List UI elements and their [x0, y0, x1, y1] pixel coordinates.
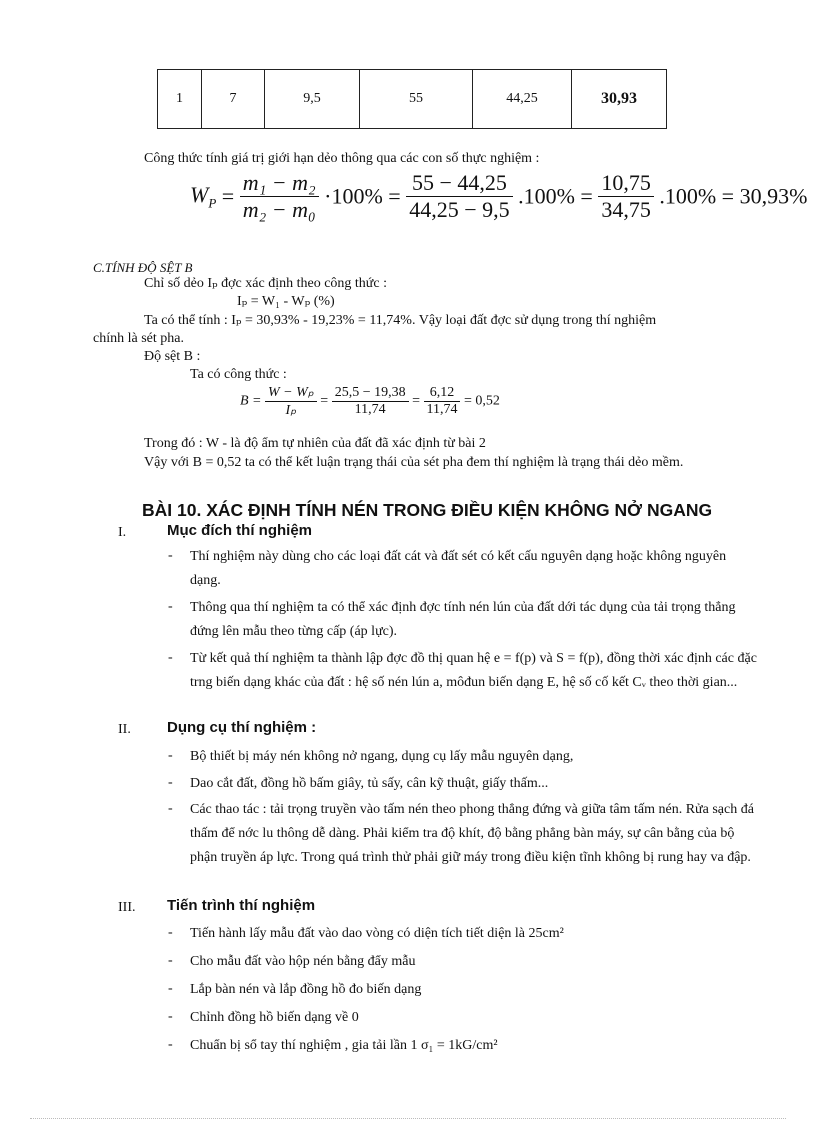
- plastic-limit-formula: $W_P$ = $\frac{\text{m₁ − m₂}}{\text{m₂ − m₀}}$ ·100% = $\frac{55 - 44,25}{44,25 - 9,5}$ .100% = $\frac{10,75}{34,75}$ .100% = 30,93%: [190, 170, 808, 222]
- list-item: Bộ thiết bị máy nén không nở ngang, dụng cụ lấy mẫu nguyên dạng,: [190, 749, 574, 764]
- dash-bullet: -: [168, 981, 173, 996]
- list-item: Từ kết quả thí nghiệm ta thành lập đợc đồ thị quan hệ e = f(p) và S = f(p), đồng thời xác định các đặc trng biến dạng khác của đất : hệ số nén lún a, môđun biến dạng E, hệ số cố kết Cᵥ theo thời gian...: [190, 651, 757, 690]
- section-title: Tiến trình thí nghiệm: [167, 897, 316, 914]
- list-item: Các thao tác : tải trọng truyền vào tấm nén theo phong thẳng đứng và giữa tâm tấm nén. Rửa sạch đá thấm để nớc lu thông dễ dàng. Phải kiểm tra độ khít, độ bằng phẳng bàn máy, sự cân bằng của bộ phận truyền áp lực. Trong quá trình thử phải giữ máy trong điều kiện tĩnh không bị rung hay va đập.: [190, 802, 754, 865]
- formula-intro: Công thức tính giá trị giới hạn dẻo thông qua các con số thực nghiệm :: [144, 151, 540, 166]
- result-table: [157, 69, 667, 129]
- dash-bullet: -: [168, 650, 173, 665]
- fraction: $\frac{6,12}{11,74}$: [424, 385, 461, 418]
- paragraph: Ta có công thức :: [190, 367, 287, 382]
- dash-bullet: -: [168, 925, 173, 940]
- table-cell: 1: [158, 70, 202, 129]
- list-item: Thí nghiệm này dùng cho các loại đất cát và đất sét có kết cấu nguyên dạng hoặc không nguyên dạng.: [190, 549, 727, 588]
- dash-bullet: -: [168, 748, 173, 763]
- list-item: Cho mẫu đất vào hộp nén bằng đẩy mẫu: [190, 954, 416, 969]
- section-number: II.: [118, 722, 131, 737]
- dash-bullet: -: [168, 953, 173, 968]
- fraction: $\frac{\text{m₁ − m₂}}{\text{m₂ − m₀}}$: [240, 170, 319, 223]
- table-cell: 44,25: [473, 70, 572, 129]
- list-item: Chuẩn bị sổ tay thí nghiệm , gia tải lần 1 σ₁ = 1kG/cm²: [190, 1038, 498, 1053]
- paragraph: Ta có thể tính : Iₚ = 30,93% - 19,23% = 11,74%. Vậy loại đất đợc sử dụng trong thí nghiệm: [144, 313, 657, 328]
- section-c-title: C.TÍNH ĐỘ SỆT B: [93, 260, 193, 275]
- paragraph: Trong đó : W - là độ ẩm tự nhiên của đất đã xác định từ bài 2: [144, 436, 486, 451]
- dash-bullet: -: [168, 775, 173, 790]
- fraction: $\frac{55 - 44,25}{44,25 - 9,5}$: [406, 170, 512, 223]
- paragraph: Độ sệt B :: [144, 349, 201, 364]
- footer-divider: [30, 1118, 786, 1119]
- formula-lhs: $W_P$: [190, 181, 217, 211]
- dash-bullet: -: [168, 1009, 173, 1024]
- section-number: I.: [118, 525, 127, 540]
- consistency-formula: B = $\frac{\text{W − Wₚ}}{\text{Iₚ}}$ = $\frac{25,5 - 19,38}{11,74}$ = $\frac{6,12}{11,74}$ = 0,52: [240, 385, 500, 418]
- dash-bullet: -: [168, 548, 173, 563]
- fraction: $\frac{\text{W − Wₚ}}{\text{Iₚ}}$: [265, 384, 317, 419]
- fraction: $\frac{10,75}{34,75}$: [598, 170, 654, 223]
- list-item: Thông qua thí nghiệm ta có thể xác định đợc tính nén lún của đất dới tác dụng của tải trọng thẳng đứng lên mẫu theo từng cấp (áp lực).: [190, 600, 736, 639]
- table-cell: 55: [360, 70, 473, 129]
- table-cell: 7: [202, 70, 265, 129]
- list-item: Tiến hành lấy mẫu đất vào dao vòng có diện tích tiết diện là 25cm²: [190, 926, 564, 941]
- table-cell-result: 30,93: [572, 70, 667, 129]
- list-item: Dao cắt đất, đồng hồ bấm giây, tủ sấy, cân kỹ thuật, giấy thấm...: [190, 776, 549, 791]
- paragraph: Chỉ số dẻo Iₚ đợc xác định theo công thức :: [144, 276, 387, 291]
- list-item: Chỉnh đồng hồ biến dạng về 0: [190, 1010, 359, 1025]
- paragraph: Iₚ = W₁ - Wₚ (%): [237, 294, 335, 309]
- paragraph: chính là sét pha.: [93, 331, 184, 346]
- table-row: [158, 70, 667, 129]
- dash-bullet: -: [168, 599, 173, 614]
- section-title: Mục đích thí nghiệm: [167, 522, 312, 539]
- section-number: III.: [118, 900, 136, 915]
- dash-bullet: -: [168, 1037, 173, 1052]
- section-title: Dụng cụ thí nghiệm :: [167, 719, 317, 736]
- lesson-title: BÀI 10. XÁC ĐỊNH TÍNH NÉN TRONG ĐIỀU KIỆN KHÔNG NỞ NGANG: [142, 500, 713, 520]
- paragraph: Vậy với B = 0,52 ta có thể kết luận trạng thái của sét pha đem thí nghiệm là trạng thái dẻo mềm.: [144, 455, 684, 470]
- list-item: Lắp bàn nén và lắp đồng hồ đo biến dạng: [190, 982, 422, 997]
- fraction: $\frac{25,5 - 19,38}{11,74}$: [332, 385, 409, 418]
- dash-bullet: -: [168, 801, 173, 816]
- table-cell: 9,5: [265, 70, 360, 129]
